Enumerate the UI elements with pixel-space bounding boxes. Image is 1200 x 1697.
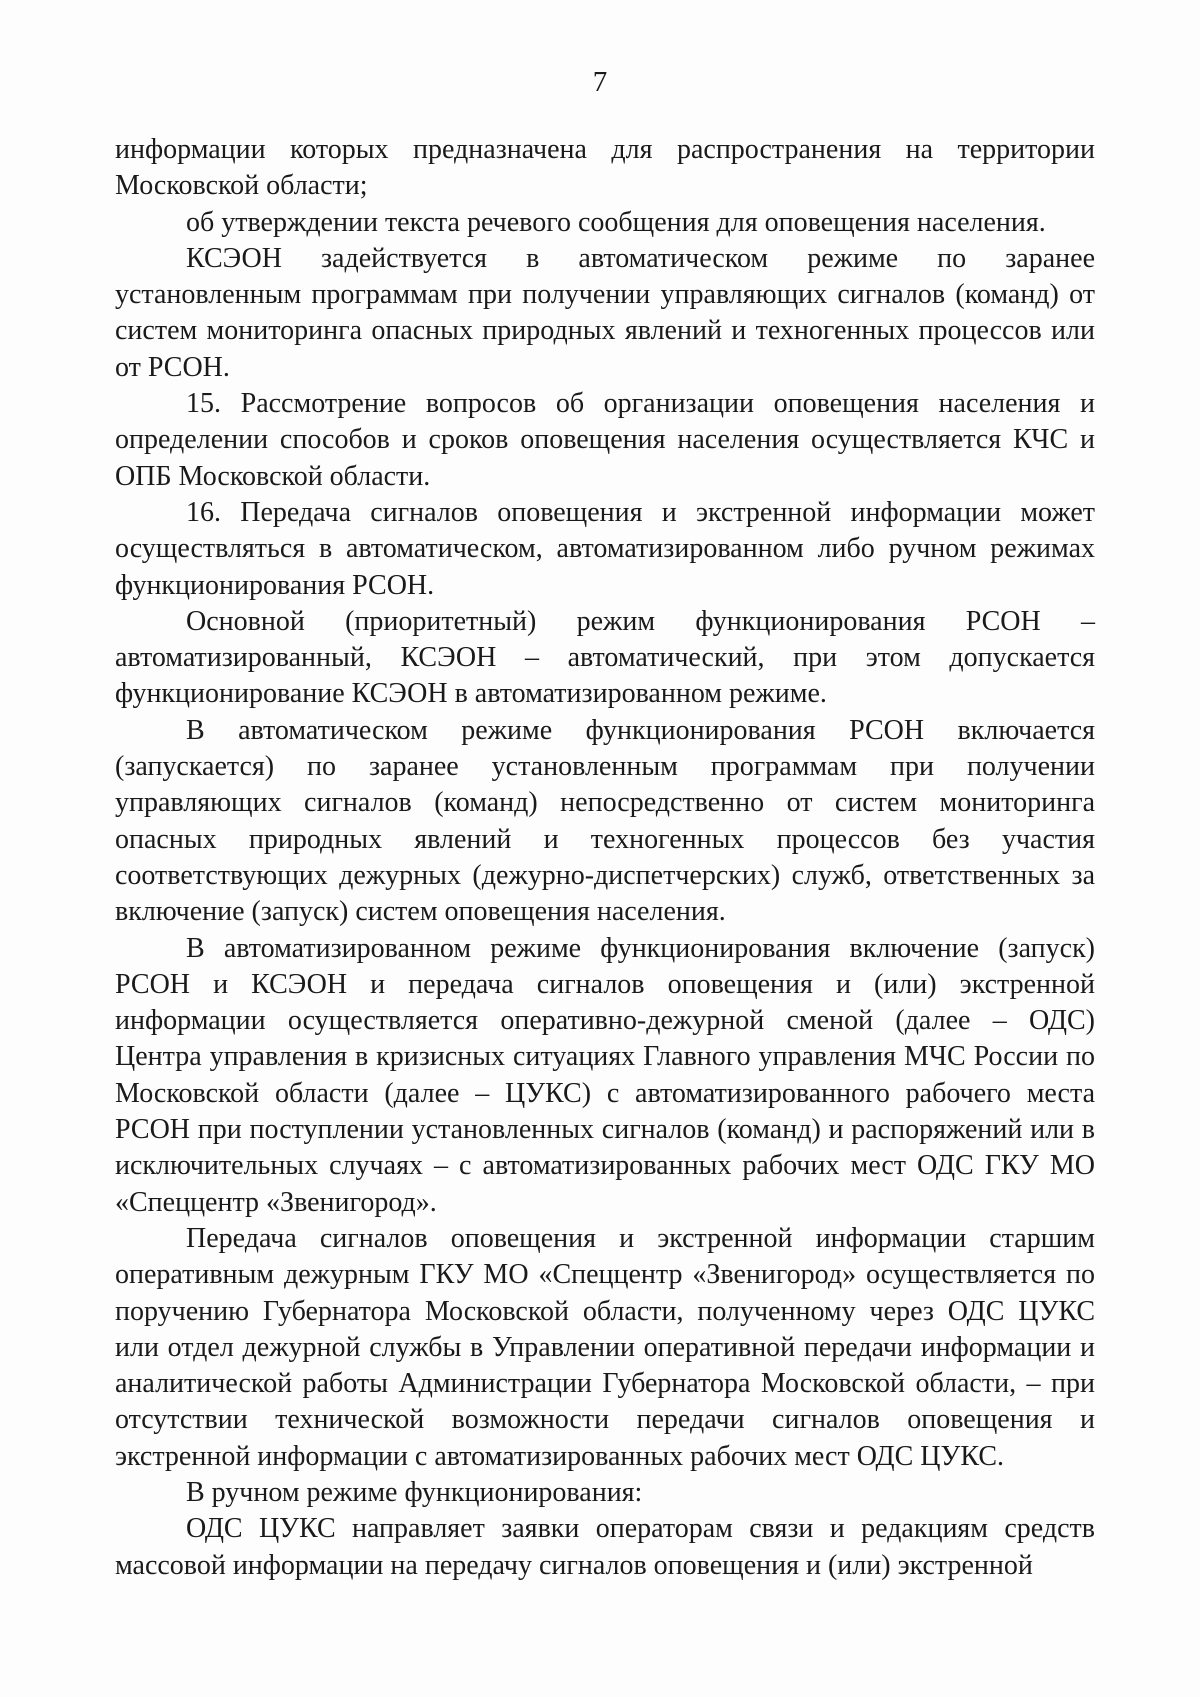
paragraph: Основной (приоритетный) режим функционирования РСОН – автоматизированный, КСЭОН – автоматический, при этом допускается функционирование КСЭОН в автоматизированном режиме. xyxy=(115,605,1095,710)
paragraph: Передача сигналов оповещения и экстренной информации старшим оперативным дежурным ГКУ МО «Спеццентр «Звенигород» осуществляется по поручению Губернатора Московской области, полученному через ОДС ЦУКС или отдел дежурной службы в Управлении оперативной передачи информации и аналитической работы Администрации Губернатора Московской области, – при отсутствии технической возможности передачи сигналов оповещения и экстренной информации с автоматизированных рабочих мест ОДС ЦУКС. xyxy=(115,1222,1095,1472)
document-body xyxy=(115,132,1095,1584)
paragraph-item-15: 15. Рассмотрение вопросов об организации оповещения населения и определении способов и сроков оповещения населения осуществляется КЧС и ОПБ Московской области. xyxy=(115,388,1095,492)
paragraph: КСЭОН задействуется в автоматическом режиме по заранее установленным программам при получении управляющих сигналов (команд) от систем мониторинга опасных природных явлений и техногенных процессов или от РСОН. xyxy=(115,242,1095,383)
paragraph: В автоматическом режиме функционирования РСОН включается (запускается) по заранее установленным программам при получении управляющих сигналов (команд) непосредственно от систем мониторинга опасных природных явлений и техногенных процессов без участия соответствующих дежурных (дежурно-диспетчерских) служб, ответственных за включение (запуск) систем оповещения населения. xyxy=(115,714,1095,928)
paragraph: об утверждении текста речевого сообщения для оповещения населения. xyxy=(186,206,1046,238)
paragraph: В ручном режиме функционирования: xyxy=(186,1476,643,1508)
paragraph-item-16: 16. Передача сигналов оповещения и экстренной информации может осуществляться в автоматическом, автоматизированном либо ручном режимах функционирования РСОН. xyxy=(115,496,1095,601)
paragraph-continuation: информации которых предназначена для распространения на территории Московской области; xyxy=(115,134,1095,202)
paragraph: ОДС ЦУКС направляет заявки операторам связи и редакциям средств массовой информации на передачу сигналов оповещения и (или) экстренной xyxy=(115,1513,1095,1581)
paragraph: В автоматизированном режиме функционирования включение (запуск) РСОН и КСЭОН и передача сигналов оповещения и (или) экстренной информации осуществляется оперативно-дежурной сменой (далее – ОДС) Центра управления в кризисных ситуациях Главного управления МЧС России по Московской области (далее – ЦУКС) с автоматизированного рабочего места РСОН при поступлении установленных сигналов (команд) и распоряжений или в исключительных случаях – с автоматизированных рабочих мест ОДС ГКУ МО «Спеццентр «Звенигород». xyxy=(115,932,1095,1218)
page-number: 7 xyxy=(592,66,608,98)
